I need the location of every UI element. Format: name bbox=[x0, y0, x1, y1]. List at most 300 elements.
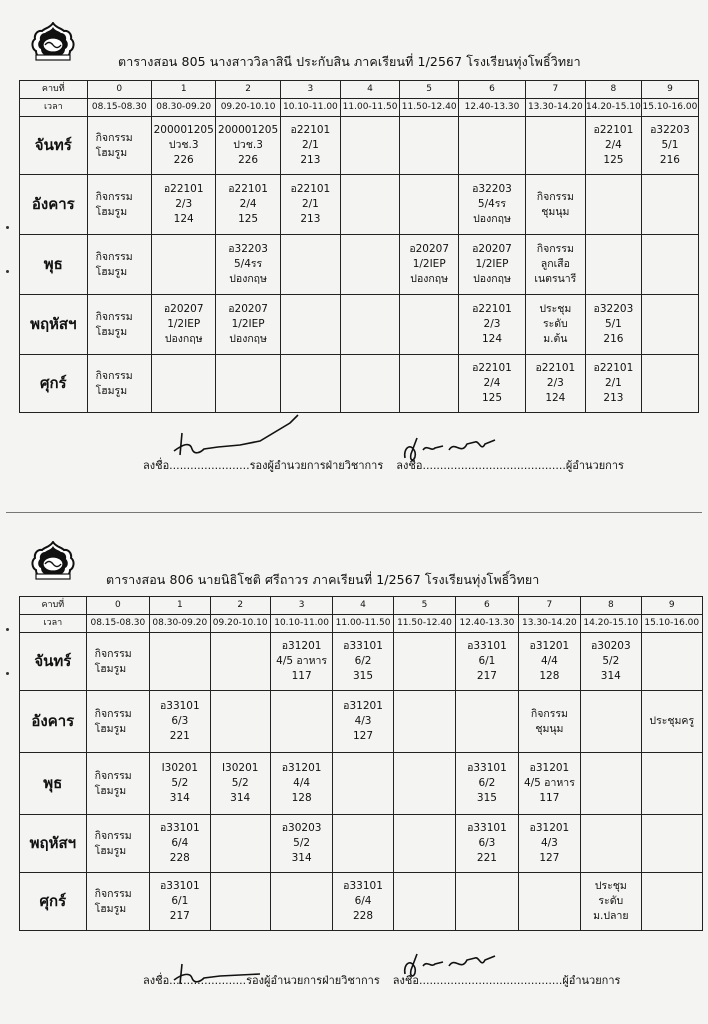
day-row bbox=[20, 815, 703, 873]
cell-text: 226 bbox=[173, 154, 194, 166]
signature-director bbox=[392, 946, 505, 987]
timetable-cell bbox=[400, 117, 459, 175]
timetable-cell bbox=[333, 873, 393, 931]
cell-text: อ32203 bbox=[593, 303, 634, 315]
cell-text: 6/3 bbox=[478, 837, 496, 849]
cell-text: ปองกฤษ bbox=[229, 273, 267, 285]
timetable-cell bbox=[400, 175, 459, 235]
time-range: 10.10-11.00 bbox=[270, 615, 332, 633]
cell-text: เนตรนารี bbox=[534, 273, 577, 285]
timetable-cell bbox=[459, 117, 526, 175]
cell-text: อ31201 bbox=[529, 762, 570, 774]
cell-text: โฮมรูม bbox=[95, 205, 128, 218]
timetable-cell bbox=[87, 235, 151, 295]
cell-text: อ22101 bbox=[472, 303, 512, 315]
period-number: 4 bbox=[333, 597, 393, 615]
cell-text: อ31201 bbox=[281, 640, 322, 652]
timetable-cell bbox=[270, 691, 332, 753]
timetable-cell bbox=[151, 295, 215, 355]
timetable-cell bbox=[581, 633, 641, 691]
period-number: 8 bbox=[581, 597, 641, 615]
cell-text: 128 bbox=[539, 670, 560, 682]
cell-text: 213 bbox=[300, 154, 321, 166]
timetable-cell bbox=[518, 633, 580, 691]
cell-text: 124 bbox=[173, 213, 194, 225]
period-number: 5 bbox=[400, 81, 459, 99]
day-row bbox=[20, 295, 699, 355]
timetable-cell bbox=[333, 815, 393, 873]
period-number: 3 bbox=[270, 597, 332, 615]
day-name: ศุกร์ bbox=[20, 873, 87, 931]
day-row bbox=[20, 117, 699, 175]
cell-text: 216 bbox=[659, 154, 680, 166]
cell-text: ม.ปลาย bbox=[593, 910, 629, 922]
cell-text: 314 bbox=[230, 792, 251, 804]
signature-dots-left: ................... bbox=[179, 974, 247, 987]
day-row bbox=[20, 691, 703, 753]
timetable-cell bbox=[456, 691, 518, 753]
signature-prefix-left: ลงชื่อ... bbox=[143, 974, 180, 987]
timetable-cell bbox=[270, 873, 332, 931]
timetable-cell bbox=[456, 815, 518, 873]
period-number: 3 bbox=[280, 81, 340, 99]
timetable-cell bbox=[151, 235, 215, 295]
cell-text: อ31201 bbox=[343, 700, 383, 712]
cell-text: 2/3 bbox=[483, 318, 501, 330]
period-header-row bbox=[20, 81, 699, 99]
cell-text: 5/4รร bbox=[477, 198, 507, 210]
cell-text: อ22101 bbox=[290, 124, 331, 136]
cell-text: 4/4 bbox=[293, 777, 311, 789]
timetable-cell bbox=[400, 355, 459, 413]
timetable-cell bbox=[216, 295, 280, 355]
time-range: 12.40-13.30 bbox=[456, 615, 518, 633]
school-logo bbox=[30, 541, 76, 581]
timetable-cell bbox=[86, 633, 150, 691]
cell-text: 217 bbox=[476, 670, 497, 682]
timetable-cell bbox=[340, 117, 399, 175]
cell-text: 315 bbox=[353, 670, 374, 682]
cell-text: อ33101 bbox=[343, 880, 383, 892]
timetable-cell bbox=[216, 355, 280, 413]
timetable-cell bbox=[86, 753, 150, 815]
timetable-cell bbox=[641, 753, 703, 815]
school-logo bbox=[30, 22, 76, 62]
cell-text: 6/2 bbox=[478, 777, 496, 789]
cell-text: กิจกรรม bbox=[536, 190, 574, 203]
deputy-director-role: รองผู้อำนวยการฝ่ายวิชาการ bbox=[249, 459, 384, 472]
day-name: อังคาร bbox=[20, 691, 87, 753]
timetable-cell bbox=[210, 873, 270, 931]
timetable-cell bbox=[641, 235, 698, 295]
cell-text: กิจกรรม bbox=[94, 707, 132, 720]
cell-text: 228 bbox=[353, 910, 374, 922]
cell-text: 127 bbox=[353, 730, 374, 742]
timetable-cell bbox=[393, 815, 455, 873]
cell-text: ปองกฤษ bbox=[473, 273, 511, 285]
timetable-cell bbox=[340, 295, 399, 355]
timetable-cell bbox=[581, 873, 641, 931]
time-range: 08.30-09.20 bbox=[151, 99, 215, 117]
margin-dot bbox=[6, 628, 9, 631]
timetable-cell bbox=[641, 175, 698, 235]
cell-text: โฮมรูม bbox=[94, 784, 127, 797]
timetable-cell bbox=[280, 175, 340, 235]
period-number: 0 bbox=[86, 597, 150, 615]
timetable-cell bbox=[216, 117, 280, 175]
time-range: 14.20-15.10 bbox=[585, 99, 641, 117]
timetable-cell bbox=[518, 815, 580, 873]
cell-text: 2/3 bbox=[546, 377, 564, 389]
timetable-cell bbox=[150, 691, 210, 753]
timetable-cell bbox=[86, 691, 150, 753]
deputy-director-role: รองผู้อำนวยการฝ่ายวิชาการ bbox=[246, 974, 380, 987]
time-range: 12.40-13.30 bbox=[459, 99, 526, 117]
cell-text: 213 bbox=[603, 392, 624, 404]
timetable-cell bbox=[393, 873, 455, 931]
timetable-cell bbox=[518, 873, 580, 931]
time-header-row bbox=[20, 615, 703, 633]
cell-text: ประชุม bbox=[539, 303, 572, 315]
time-range: 09.20-10.10 bbox=[210, 615, 270, 633]
timetable-cell bbox=[210, 753, 270, 815]
day-row bbox=[20, 873, 703, 931]
cell-text: 213 bbox=[300, 213, 321, 225]
cell-text: กิจกรรม bbox=[95, 250, 133, 263]
timetable-cell bbox=[459, 295, 526, 355]
cell-text: กิจกรรม bbox=[530, 707, 568, 720]
timetable-cell bbox=[581, 753, 641, 815]
timetable-cell bbox=[150, 815, 210, 873]
cell-text: ปองกฤษ bbox=[164, 333, 203, 345]
cell-text: ชุมนุม bbox=[535, 722, 564, 735]
time-range: 08.15-08.30 bbox=[86, 615, 150, 633]
timetable-cell bbox=[87, 117, 151, 175]
timetable-cell bbox=[280, 355, 340, 413]
timetable-cell bbox=[525, 295, 585, 355]
cell-text: 124 bbox=[481, 333, 503, 345]
cell-text: 200001205 bbox=[218, 124, 279, 136]
timetable-cell bbox=[525, 117, 585, 175]
cell-text: อ33101 bbox=[467, 640, 507, 652]
timetable-cell bbox=[86, 873, 150, 931]
time-label: เวลา bbox=[20, 615, 87, 633]
cell-text: ปองกฤษ bbox=[410, 273, 449, 285]
signature-prefix-right: ลงชื่อ............. bbox=[396, 459, 468, 472]
cell-text: อ20207 bbox=[409, 243, 450, 255]
cell-text: I30201 bbox=[221, 762, 259, 774]
period-number: 5 bbox=[393, 597, 455, 615]
cell-text: 226 bbox=[238, 154, 259, 166]
timetable-cell bbox=[525, 235, 585, 295]
cell-text: 4/3 bbox=[540, 837, 558, 849]
day-name: พฤหัสฯ bbox=[20, 815, 87, 873]
timetable-cell bbox=[459, 235, 526, 295]
timetable-cell bbox=[210, 815, 270, 873]
cell-text: 5/2 bbox=[602, 655, 620, 667]
cell-text: โฮมรูม bbox=[94, 662, 127, 675]
time-range: 15.10-16.00 bbox=[641, 615, 703, 633]
timetable-cell bbox=[87, 355, 151, 413]
director-role: ผู้อำนวยการ bbox=[565, 459, 624, 472]
timetable-cell bbox=[150, 753, 210, 815]
signature-deputy bbox=[160, 405, 310, 465]
timetable-cell bbox=[393, 691, 455, 753]
day-row bbox=[20, 753, 703, 815]
cell-text: ระดับ bbox=[542, 318, 568, 330]
day-row bbox=[20, 633, 703, 691]
timetable-cell bbox=[400, 235, 459, 295]
time-range: 13.30-14.20 bbox=[525, 99, 585, 117]
timetable-cell bbox=[585, 175, 641, 235]
cell-text: โฮมรูม bbox=[95, 265, 128, 278]
timetable-cell bbox=[585, 355, 641, 413]
period-number: 2 bbox=[210, 597, 270, 615]
day-name: พฤหัสฯ bbox=[20, 295, 88, 355]
day-name: พุธ bbox=[20, 235, 88, 295]
page-divider bbox=[6, 512, 702, 513]
cell-text: อ20207 bbox=[163, 303, 204, 315]
cell-text: ประชุม bbox=[594, 880, 627, 892]
period-number: 6 bbox=[459, 81, 526, 99]
cell-text: โฮมรูม bbox=[95, 146, 128, 159]
cell-text: ประชุมครู bbox=[649, 715, 695, 727]
timetable-cell bbox=[270, 633, 332, 691]
timetable-cell bbox=[641, 355, 698, 413]
cell-text: 4/5 อาหาร bbox=[276, 655, 328, 667]
cell-text: กิจกรรม bbox=[95, 190, 133, 203]
timetable-cell bbox=[585, 235, 641, 295]
signature-dots-left: .................... bbox=[179, 459, 250, 472]
cell-text: 4/3 bbox=[354, 715, 372, 727]
timetable-cell bbox=[393, 753, 455, 815]
signature-prefix-left: ลงชื่อ... bbox=[143, 459, 180, 472]
timetable bbox=[19, 80, 699, 413]
period-number: 8 bbox=[585, 81, 641, 99]
cell-text: 1/2IEP bbox=[475, 258, 509, 270]
timetable-cell bbox=[333, 753, 393, 815]
timetable-cell bbox=[340, 235, 399, 295]
time-range: 09.20-10.10 bbox=[216, 99, 280, 117]
timetable-cell bbox=[393, 633, 455, 691]
cell-text: 125 bbox=[603, 154, 624, 166]
cell-text: โฮมรูม bbox=[95, 325, 128, 338]
cell-text: อ22101 bbox=[163, 183, 204, 195]
cell-text: 221 bbox=[476, 852, 497, 864]
timetable-cell bbox=[87, 295, 151, 355]
timetable-cell bbox=[210, 633, 270, 691]
director-role: ผู้อำนวยการ bbox=[562, 974, 621, 987]
cell-text: 6/1 bbox=[171, 895, 189, 907]
cell-text: 5/1 bbox=[604, 318, 622, 330]
signature-prefix-right: ลงชื่อ............. bbox=[392, 974, 465, 987]
cell-text: อ30203 bbox=[281, 822, 322, 834]
cell-text: กิจกรรม bbox=[94, 769, 132, 782]
signature-dots-right: ............................ bbox=[464, 974, 563, 987]
timetable-cell bbox=[150, 873, 210, 931]
cell-text: กิจกรรม bbox=[95, 369, 133, 382]
cell-text: 125 bbox=[238, 213, 259, 225]
timetable-cell bbox=[86, 815, 150, 873]
cell-text: อ22101 bbox=[290, 183, 331, 195]
cell-text: 117 bbox=[291, 670, 312, 682]
timetable-cell bbox=[518, 753, 580, 815]
timetable-cell bbox=[641, 633, 703, 691]
cell-text: โฮมรูม bbox=[94, 902, 127, 915]
period-number: 9 bbox=[641, 81, 698, 99]
cell-text: 4/4 bbox=[540, 655, 558, 667]
cell-text: 5/1 bbox=[661, 139, 679, 151]
cell-text: 315 bbox=[476, 792, 497, 804]
time-range: 14.20-15.10 bbox=[581, 615, 641, 633]
cell-text: อ20207 bbox=[472, 243, 512, 255]
cell-text: อ33101 bbox=[159, 822, 200, 834]
signature-director bbox=[395, 430, 505, 470]
timetable-cell bbox=[333, 691, 393, 753]
timetable-cell bbox=[270, 753, 332, 815]
timetable-cell bbox=[641, 691, 703, 753]
cell-text: อ30203 bbox=[590, 640, 631, 652]
cell-text: อ20207 bbox=[228, 303, 268, 315]
period-number: 7 bbox=[518, 597, 580, 615]
cell-text: 127 bbox=[539, 852, 560, 864]
cell-text: 314 bbox=[169, 792, 190, 804]
time-range: 11.50-12.40 bbox=[393, 615, 455, 633]
time-range: 08.30-09.20 bbox=[150, 615, 210, 633]
cell-text: 6/2 bbox=[354, 655, 372, 667]
cell-text: อ31201 bbox=[281, 762, 322, 774]
cell-text: อ22101 bbox=[593, 362, 634, 374]
timetable-cell bbox=[87, 175, 151, 235]
cell-text: ปวช.3 bbox=[168, 139, 199, 151]
period-number: 4 bbox=[340, 81, 399, 99]
timetable-cell bbox=[459, 175, 526, 235]
timetable-cell bbox=[641, 295, 698, 355]
timetable-cell bbox=[210, 691, 270, 753]
schedule-title: ตารางสอน 806 นายนิธิโชติ ศรีถาวร ภาคเรียนที่ 1/2567 โรงเรียนทุ่งโพธิ์วิทยา bbox=[106, 572, 540, 587]
timetable-cell bbox=[151, 175, 215, 235]
timetable-cell bbox=[280, 117, 340, 175]
school-emblem-icon bbox=[30, 541, 76, 581]
timetable-cell bbox=[585, 295, 641, 355]
cell-text: 6/1 bbox=[478, 655, 496, 667]
timetable-cell bbox=[525, 355, 585, 413]
cell-text: อ33101 bbox=[159, 880, 200, 892]
day-row bbox=[20, 355, 699, 413]
period-header-row bbox=[20, 597, 703, 615]
margin-dot bbox=[6, 672, 9, 675]
timetable-cell bbox=[456, 753, 518, 815]
timetable bbox=[19, 596, 703, 931]
cell-text: โฮมรูม bbox=[94, 722, 127, 735]
timetable-cell bbox=[641, 117, 698, 175]
period-number: 0 bbox=[87, 81, 151, 99]
timetable-cell bbox=[216, 175, 280, 235]
timetable-cell bbox=[216, 235, 280, 295]
timetable-cell bbox=[280, 235, 340, 295]
cell-text: โฮมรูม bbox=[94, 844, 127, 857]
margin-dot bbox=[6, 270, 9, 273]
cell-text: ระดับ bbox=[598, 895, 624, 907]
timetable-cell bbox=[456, 633, 518, 691]
timetable-cell bbox=[518, 691, 580, 753]
signature-deputy bbox=[160, 950, 270, 990]
timetable-cell bbox=[333, 633, 393, 691]
cell-text: โฮมรูม bbox=[95, 384, 128, 397]
day-row bbox=[20, 175, 699, 235]
cell-text: 6/3 bbox=[171, 715, 189, 727]
cell-text: อ22101 bbox=[535, 362, 576, 374]
cell-text: 2/4 bbox=[604, 139, 622, 151]
signature-dots-right: ............................ bbox=[467, 459, 566, 472]
cell-text: 5/2 bbox=[171, 777, 189, 789]
time-label: เวลา bbox=[20, 99, 88, 117]
cell-text: I30201 bbox=[161, 762, 199, 774]
cell-text: ปองกฤษ bbox=[473, 213, 511, 225]
cell-text: 2/1 bbox=[604, 377, 622, 389]
cell-text: 2/4 bbox=[239, 198, 257, 210]
cell-text: 1/2IEP bbox=[231, 318, 265, 330]
timetable-cell bbox=[459, 355, 526, 413]
cell-text: 314 bbox=[600, 670, 621, 682]
day-row bbox=[20, 235, 699, 295]
cell-text: ม.ต้น bbox=[543, 333, 568, 345]
cell-text: ปวช.3 bbox=[233, 139, 263, 151]
cell-text: อ33101 bbox=[467, 762, 507, 774]
cell-text: กิจกรรม bbox=[94, 829, 132, 842]
cell-text: ชุมนุม bbox=[541, 205, 570, 218]
school-emblem-icon bbox=[30, 22, 76, 62]
time-range: 08.15-08.30 bbox=[87, 99, 151, 117]
timetable-cell bbox=[340, 355, 399, 413]
cell-text: 228 bbox=[169, 852, 190, 864]
schedule-title: ตารางสอน 805 นางสาววิลาสินี ประกับสิน ภาคเรียนที่ 1/2567 โรงเรียนทุ่งโพธิ์วิทยา bbox=[118, 54, 581, 69]
cell-text: อ31201 bbox=[529, 822, 570, 834]
time-header-row bbox=[20, 99, 699, 117]
cell-text: 200001205 bbox=[153, 124, 214, 136]
period-label: คาบที่ bbox=[20, 597, 87, 615]
cell-text: 4/5 อาหาร bbox=[523, 777, 575, 789]
cell-text: 117 bbox=[539, 792, 560, 804]
time-range: 15.10-16.00 bbox=[641, 99, 698, 117]
cell-text: 2/1 bbox=[301, 198, 319, 210]
cell-text: ปองกฤษ bbox=[229, 333, 267, 345]
cell-text: 6/4 bbox=[354, 895, 372, 907]
cell-text: อ22101 bbox=[228, 183, 268, 195]
period-number: 7 bbox=[525, 81, 585, 99]
cell-text: 5/2 bbox=[293, 837, 311, 849]
period-number: 6 bbox=[456, 597, 518, 615]
period-number: 2 bbox=[216, 81, 280, 99]
cell-text: 5/4รร bbox=[234, 258, 263, 270]
timetable-cell bbox=[456, 873, 518, 931]
cell-text: อ33101 bbox=[159, 700, 200, 712]
day-name: จันทร์ bbox=[20, 633, 87, 691]
cell-text: กิจกรรม bbox=[94, 887, 132, 900]
time-range: 11.50-12.40 bbox=[400, 99, 459, 117]
cell-text: 124 bbox=[545, 392, 566, 404]
cell-text: อ22101 bbox=[472, 362, 512, 374]
time-range: 11.00-11.50 bbox=[340, 99, 399, 117]
timetable-cell bbox=[340, 175, 399, 235]
cell-text: กิจกรรม bbox=[536, 243, 574, 255]
cell-text: 2/1 bbox=[301, 139, 319, 151]
cell-text: อ32203 bbox=[650, 124, 690, 136]
cell-text: 221 bbox=[169, 730, 190, 742]
cell-text: 2/3 bbox=[175, 198, 193, 210]
timetable-cell bbox=[400, 295, 459, 355]
period-label: คาบที่ bbox=[20, 81, 88, 99]
